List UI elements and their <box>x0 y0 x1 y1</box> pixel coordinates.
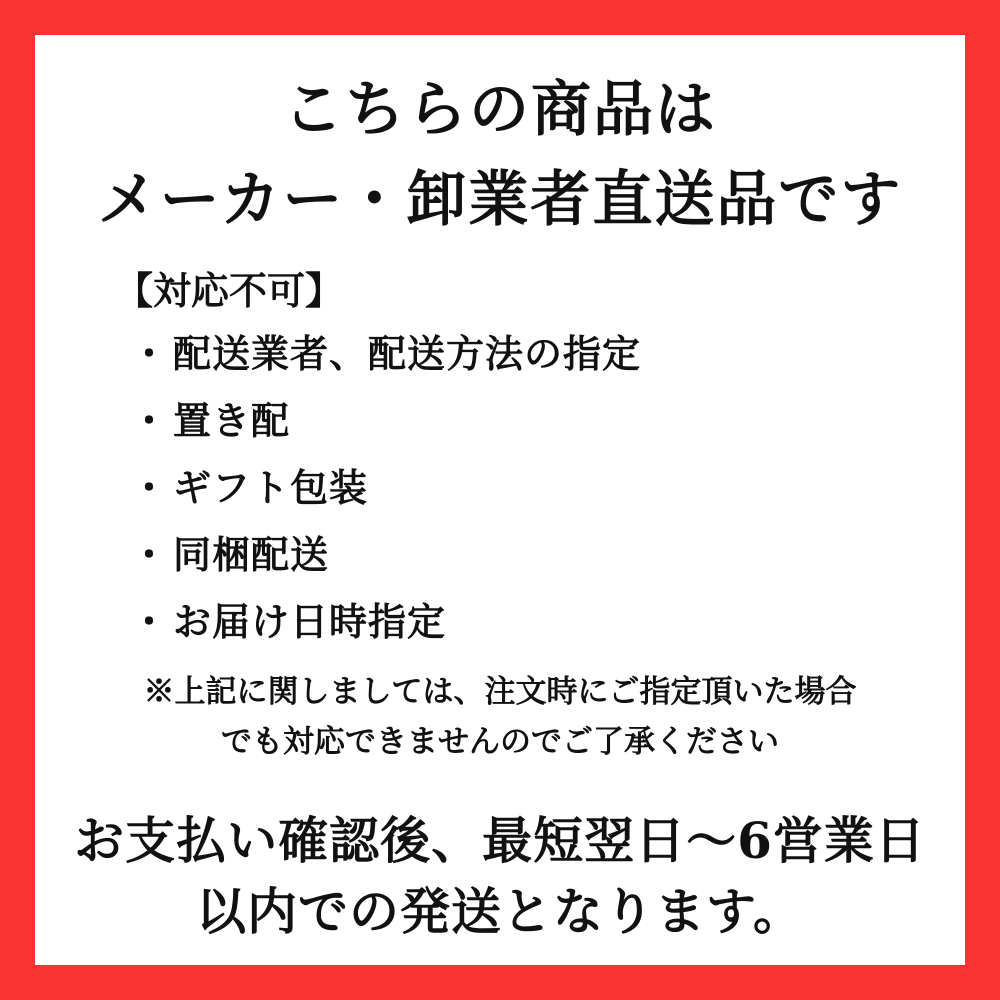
shipping-time-line-1: お支払い確認後、最短翌日～6営業日 <box>74 811 926 870</box>
list-item-label: お届け日時指定 <box>173 599 447 644</box>
disclaimer-note-line-2: でも対応できませんのでご了承ください <box>221 724 779 760</box>
list-item-label: ギフト包装 <box>173 465 369 510</box>
list-item-label: 置き配 <box>173 398 291 443</box>
bullet-icon: ・ <box>130 465 170 510</box>
shipping-time-statement <box>35 805 965 947</box>
list-item <box>130 594 965 649</box>
disclaimer-note-line-1: ※上記に関しましては、注文時にご指定頂いた場合 <box>143 674 857 710</box>
notice-title-line-1: こちらの商品は <box>283 75 717 145</box>
bullet-icon: ・ <box>130 599 170 644</box>
list-item-label: 配送業者、配送方法の指定 <box>173 331 642 376</box>
bullet-icon: ・ <box>130 532 170 577</box>
list-item-label: 同梱配送 <box>173 532 330 577</box>
notice-title <box>35 65 965 245</box>
list-item <box>130 460 965 515</box>
bullet-icon: ・ <box>130 331 170 376</box>
bullet-icon: ・ <box>130 398 170 443</box>
list-item <box>130 393 965 448</box>
list-item <box>130 326 965 381</box>
unavailable-section-heading: 【対応不可】 <box>115 268 344 313</box>
restriction-list <box>35 326 965 649</box>
list-item <box>130 527 965 582</box>
notice-title-line-2: メーカー・卸業者直送品です <box>97 165 903 235</box>
disclaimer-note <box>35 667 965 767</box>
shipping-time-line-2: 以内での発送となります。 <box>196 882 804 941</box>
